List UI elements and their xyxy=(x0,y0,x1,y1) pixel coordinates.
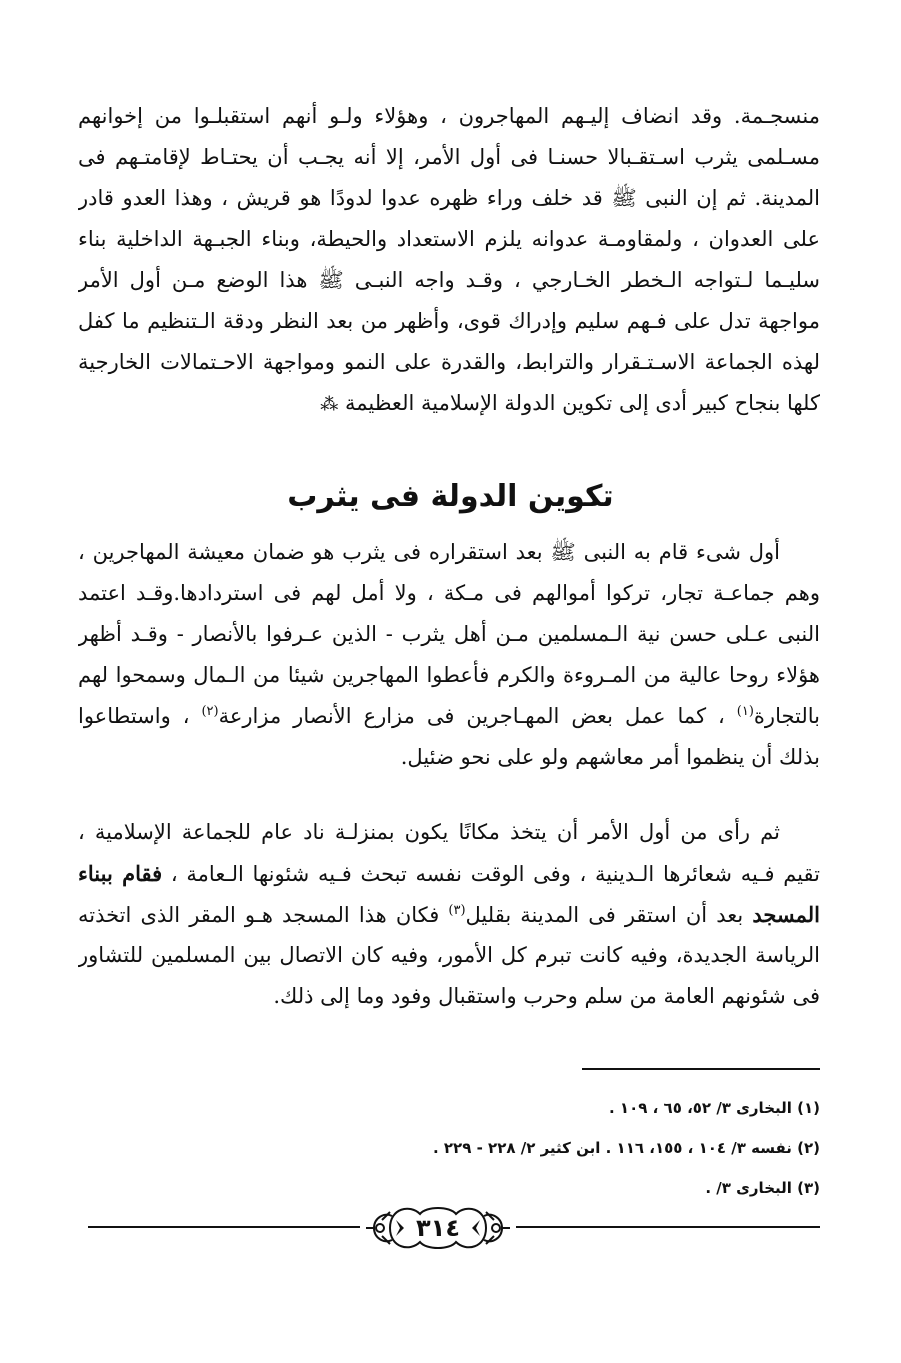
footnotes xyxy=(300,1088,820,1208)
paragraph-line: وهم جماعـة تجار، تركوا أموالهم فى مـكة ، ولا أمل لهم فى استردادها.وقـد اعتمد xyxy=(78,581,820,605)
footnote-ref-1[interactable]: (١) xyxy=(736,704,754,719)
paragraph-1 xyxy=(78,96,820,424)
bottom-rule-right xyxy=(516,1226,820,1228)
paragraph-line: ثم رأى من أول الأمر أن يتخذ مكانًا يكون بمنزلـة ناد عام للجماعة الإسلامية ، xyxy=(78,820,780,844)
paragraph-line xyxy=(78,894,820,935)
emphasis-text: المسجد xyxy=(752,902,820,927)
paragraph-2 xyxy=(78,532,820,778)
paragraph-line: المدينة. ثم إن النبى ﷺ قد خلف وراء ظهره عدوا لدودًا هو قريش ، وهذا العدو قادر xyxy=(78,186,820,210)
line-text: فكان هذا المسجد هـو المقر الذى اتخذته xyxy=(78,903,440,927)
paragraph-line: منسجـمة. وقد انضاف إليـهم المهاجرون ، وهؤلاء ولـو أنهم استقبلـوا من إخوانهم xyxy=(78,104,820,128)
paragraph-line: لهذه الجماعة الاسـتـقرار والترابط، والقدرة على النمو ومواجهة الاحـتمالات الخارجية xyxy=(78,350,820,374)
footnote-ref-3[interactable]: (٣) xyxy=(448,903,466,918)
paragraph-line: فى شئونهم العامة من سلم وحرب واستقبال وفود وما إلى ذلك. xyxy=(273,984,820,1008)
paragraph-line: مواجهة تدل على فـهم سليم وإدراك قوى، وأظهر من بعد النظر ودقة الـتنظيم ما كفل xyxy=(78,309,820,333)
bottom-rule-left xyxy=(88,1226,360,1228)
paragraph-line xyxy=(78,696,820,737)
paragraph-line: على العدوان ، ولمقاومـة عدوانه يلزم الاستعداد والحيطة، وبناء الجبـهة الداخلية بناء xyxy=(78,227,820,251)
footnote-item: (١) البخارى ٣/ ٥٢، ٦٥ ، ١٠٩ . xyxy=(609,1099,820,1117)
page-number: ٣١٤ xyxy=(416,1214,460,1242)
paragraph-line: سليـما لـتواجه الـخطر الخـارجي ، وقـد واجه النبـى ﷺ هذا الوضع مـن أول الأمر xyxy=(78,268,820,292)
line-text: ، واستطاعوا xyxy=(78,704,190,728)
line-text: ، كما عمل بعض المهـاجرين فى مزارع الأنصار مزارعة xyxy=(218,704,725,728)
footnote-divider xyxy=(582,1068,820,1070)
line-text: تقيم فـيه شعائرها الـدينية ، وفى الوقت نفسه تبحث فـيه شئونها الـعامة ، xyxy=(170,862,820,886)
footnote-ref-2[interactable]: (٢) xyxy=(201,704,219,719)
paragraph-line: النبى عـلى حسن نية الـمسلمين مـن أهل يثرب - الذين عـرفوا بالأنصار - وقـد أظهر xyxy=(78,622,820,646)
footnote-item: (٣) البخارى ٣/ . xyxy=(705,1179,820,1197)
line-text: بالتجارة xyxy=(753,704,820,728)
paragraph-3 xyxy=(78,812,820,1017)
paragraph-line: الرياسة الجديدة، وفيه كانت تبرم كل الأمور، وفيه كان الاتصال بين المسلمين للتشاور xyxy=(78,943,820,967)
paragraph-line xyxy=(78,383,820,424)
paragraph-line xyxy=(78,853,820,894)
section-end-mark: ⁂ xyxy=(320,394,339,415)
paragraph-line: بذلك أن ينظموا أمر معاشهم ولو على نحو ضئيل. xyxy=(400,745,820,769)
footnote-item: (٢) نفسه ٣/ ١٠٤ ، ١٥٥، ١١٦ . ابن كثير ٢/ ٢٢٨ - ٢٢٩ . xyxy=(432,1139,820,1157)
section-heading: تكوين الدولة فى يثرب xyxy=(287,479,614,514)
paragraph-line-text: كلها بنجاح كبير أدى إلى تكوين الدولة الإسلامية العظيمة xyxy=(344,391,820,415)
paragraph-line: هؤلاء روحا عالية من المـروءة والكرم فأعطوا المهاجرين شيئا من الـمال وسمحوا لهم xyxy=(78,663,820,687)
line-text: بعد أن استقر فى المدينة بقليل xyxy=(465,903,744,927)
emphasis-text: فقام ببناء xyxy=(78,861,163,886)
paragraph-line: أول شىء قام به النبى ﷺ بعد استقراره فى يثرب هو ضمان معيشة المهاجرين ، xyxy=(78,540,780,564)
paragraph-line: مسـلمى يثرب اسـتقـبالا حسنـا فى أول الأمر، إلا أنه يجـب أن يحتـاط لإقامتـهم فى xyxy=(78,145,820,169)
